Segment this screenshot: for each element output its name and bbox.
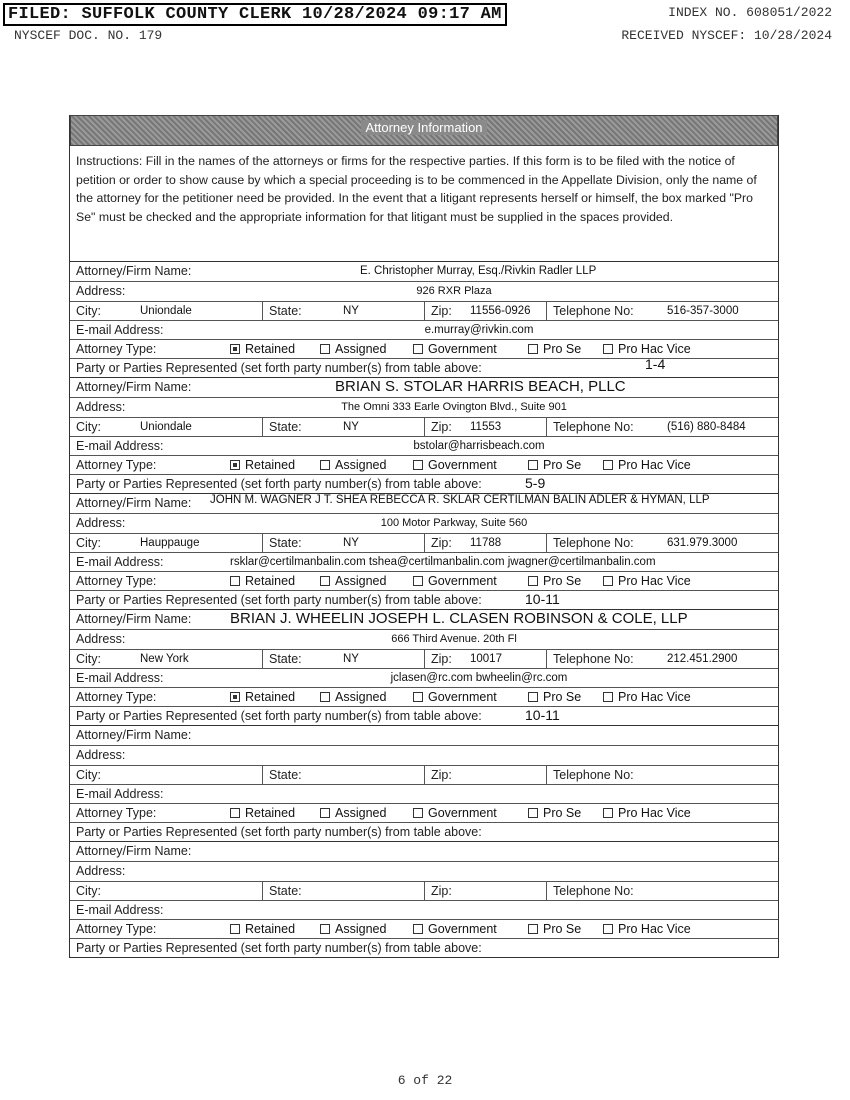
attorney-type-option-government[interactable] <box>413 920 497 938</box>
option-label: Retained <box>245 574 296 589</box>
option-label: Pro Se <box>543 458 582 473</box>
firm-name-row <box>70 842 778 861</box>
city-cell <box>70 766 263 784</box>
attorney-type-option-government[interactable] <box>413 804 497 822</box>
attorney-type-row <box>70 687 778 706</box>
attorney-type-option-government[interactable] <box>413 456 497 474</box>
option-label: Pro Hac Vice <box>618 806 691 821</box>
option-label: Pro Se <box>543 342 582 357</box>
received-date: RECEIVED NYSCEF: 10/28/2024 <box>621 28 832 43</box>
checkbox[interactable] <box>413 576 423 586</box>
attorney-type-option-pro-se[interactable] <box>528 804 581 822</box>
section-header <box>70 115 778 146</box>
checkbox[interactable] <box>603 460 613 470</box>
zip-cell <box>425 418 547 436</box>
attorney-type-option-pro-se[interactable] <box>528 340 581 358</box>
parties-value[interactable]: 5-9 <box>525 475 546 492</box>
attorney-type-option-assigned[interactable] <box>320 456 386 474</box>
checkbox[interactable] <box>230 460 240 470</box>
firm-name-row <box>70 726 778 745</box>
checkbox[interactable] <box>413 344 423 354</box>
address-row <box>70 629 778 648</box>
attorney-type-option-government[interactable] <box>413 688 497 706</box>
checkbox[interactable] <box>413 808 423 818</box>
attorney-type-option-retained[interactable] <box>230 340 295 358</box>
phone-cell <box>547 302 778 320</box>
email-row <box>70 436 778 455</box>
city-label: City: <box>76 651 101 666</box>
phone-label: Telephone No: <box>553 767 634 782</box>
option-label: Pro Se <box>543 574 582 589</box>
city-value[interactable]: Hauppauge <box>140 536 200 549</box>
checkbox[interactable] <box>528 344 538 354</box>
address-row <box>70 281 778 300</box>
address-row <box>70 861 778 880</box>
doc-number: NYSCEF DOC. NO. 179 <box>14 28 163 43</box>
city-cell <box>70 882 263 900</box>
parties-label: Party or Parties Represented (set forth party number(s) from table above: <box>76 361 482 376</box>
checkbox[interactable] <box>528 808 538 818</box>
firm-name-label: Attorney/Firm Name: <box>76 380 192 394</box>
option-label: Pro Hac Vice <box>618 574 691 589</box>
attorney-type-option-retained[interactable] <box>230 804 295 822</box>
attorney-block <box>70 610 778 726</box>
attorney-type-option-pro-hac-vice[interactable] <box>603 804 691 822</box>
email-label: E-mail Address: <box>76 554 164 569</box>
phone-label: Telephone No: <box>553 651 634 666</box>
checkbox[interactable] <box>320 576 330 586</box>
parties-value[interactable]: 10-11 <box>525 591 560 608</box>
attorney-type-option-government[interactable] <box>413 572 497 590</box>
address-value[interactable]: 926 RXR Plaza <box>416 285 492 298</box>
parties-row <box>70 822 778 841</box>
option-label: Pro Hac Vice <box>618 922 691 937</box>
option-label: Assigned <box>335 342 387 357</box>
checkbox[interactable] <box>320 924 330 934</box>
address-value[interactable]: 100 Motor Parkway, Suite 560 <box>380 517 528 530</box>
email-label: E-mail Address: <box>76 322 164 337</box>
checkbox[interactable] <box>320 692 330 702</box>
attorney-type-label: Attorney Type: <box>76 922 157 937</box>
email-value[interactable]: jclasen@rc.com bwheelin@rc.com <box>390 671 568 684</box>
zip-label: Zip: <box>431 419 452 434</box>
city-value[interactable]: New York <box>140 652 189 665</box>
address-label: Address: <box>76 284 126 299</box>
address-row <box>70 745 778 764</box>
address-row <box>70 513 778 532</box>
phone-label: Telephone No: <box>553 303 634 318</box>
city-row <box>70 649 778 668</box>
page-number: 6 of 22 <box>397 1073 453 1088</box>
attorney-type-label: Attorney Type: <box>76 342 157 357</box>
city-label: City: <box>76 535 101 550</box>
zip-label: Zip: <box>431 767 452 782</box>
city-row <box>70 881 778 900</box>
state-label: State: <box>269 883 302 898</box>
city-cell <box>70 650 263 668</box>
firm-name-value[interactable]: BRIAN J. WHEELIN JOSEPH L. CLASEN ROBINSON & COLE, LLP <box>230 610 688 627</box>
option-label: Pro Hac Vice <box>618 342 691 357</box>
email-row <box>70 900 778 919</box>
city-row <box>70 417 778 436</box>
section-title: Attorney Information <box>361 120 486 135</box>
email-value[interactable]: rsklar@certilmanbalin.com tshea@certilmanbalin.com jwagner@certilmanbalin.com <box>230 555 656 568</box>
state-value[interactable]: NY <box>343 304 359 317</box>
email-row <box>70 784 778 803</box>
checkbox[interactable] <box>230 344 240 354</box>
phone-cell <box>547 882 778 900</box>
zip-label: Zip: <box>431 535 452 550</box>
attorney-type-option-assigned[interactable] <box>320 804 386 822</box>
address-label: Address: <box>76 400 126 415</box>
city-cell <box>70 302 263 320</box>
attorney-type-row <box>70 919 778 938</box>
firm-name-value[interactable]: E. Christopher Murray, Esq./Rivkin Radler LLP <box>360 265 597 277</box>
checkbox[interactable] <box>528 460 538 470</box>
city-label: City: <box>76 419 101 434</box>
option-label: Pro Se <box>543 690 582 705</box>
zip-cell <box>425 302 547 320</box>
state-cell <box>263 882 425 900</box>
phone-cell <box>547 650 778 668</box>
option-label: Government <box>428 806 497 821</box>
firm-name-label: Attorney/Firm Name: <box>76 264 192 278</box>
zip-cell <box>425 766 547 784</box>
zip-label: Zip: <box>431 651 452 666</box>
city-label: City: <box>76 303 101 318</box>
index-number: INDEX NO. 608051/2022 <box>668 5 832 20</box>
city-row <box>70 301 778 320</box>
attorney-type-option-retained[interactable] <box>230 688 295 706</box>
parties-value[interactable]: 10-11 <box>525 707 560 724</box>
city-row <box>70 765 778 784</box>
attorney-type-option-pro-se[interactable] <box>528 688 581 706</box>
option-label: Assigned <box>335 690 387 705</box>
option-label: Retained <box>245 342 296 357</box>
parties-value[interactable]: 1-4 <box>645 356 666 373</box>
address-value[interactable]: 666 Third Avenue. 20th Fl <box>391 633 517 646</box>
state-cell <box>263 418 425 436</box>
option-label: Government <box>428 458 497 473</box>
phone-label: Telephone No: <box>553 883 634 898</box>
attorney-type-option-assigned[interactable] <box>320 572 386 590</box>
checkbox[interactable] <box>528 692 538 702</box>
attorney-type-option-assigned[interactable] <box>320 688 386 706</box>
attorney-type-option-pro-hac-vice[interactable] <box>603 572 691 590</box>
email-value[interactable]: bstolar@harrisbeach.com <box>413 439 545 452</box>
checkbox[interactable] <box>413 460 423 470</box>
address-label: Address: <box>76 864 126 879</box>
parties-label: Party or Parties Represented (set forth party number(s) from table above: <box>76 825 482 840</box>
checkbox[interactable] <box>603 808 613 818</box>
option-label: Assigned <box>335 806 387 821</box>
state-cell <box>263 534 425 552</box>
option-label: Pro Se <box>543 806 582 821</box>
email-row <box>70 668 778 687</box>
attorney-type-label: Attorney Type: <box>76 574 157 589</box>
attorney-block <box>70 494 778 610</box>
option-label: Pro Hac Vice <box>618 690 691 705</box>
checkbox[interactable] <box>603 344 613 354</box>
email-row <box>70 320 778 339</box>
firm-name-label: Attorney/Firm Name: <box>76 728 192 742</box>
option-label: Government <box>428 690 497 705</box>
parties-row <box>70 590 778 609</box>
email-label: E-mail Address: <box>76 786 164 801</box>
attorney-type-row <box>70 339 778 358</box>
city-cell <box>70 418 263 436</box>
city-value[interactable]: Uniondale <box>140 420 192 433</box>
firm-name-row <box>70 494 778 513</box>
phone-label: Telephone No: <box>553 419 634 434</box>
attorney-type-row <box>70 571 778 590</box>
city-row <box>70 533 778 552</box>
firm-name-value[interactable]: JOHN M. WAGNER J T. SHEA REBECCA R. SKLAR CERTILMAN BALIN ADLER & HYMAN, LLP <box>210 494 710 506</box>
zip-value[interactable]: 11788 <box>470 536 502 549</box>
attorney-type-option-assigned[interactable] <box>320 920 386 938</box>
checkbox[interactable] <box>230 576 240 586</box>
firm-name-row <box>70 262 778 281</box>
city-cell <box>70 534 263 552</box>
attorney-type-option-assigned[interactable] <box>320 340 386 358</box>
firm-name-row <box>70 378 778 397</box>
attorney-type-option-pro-se[interactable] <box>528 920 581 938</box>
checkbox[interactable] <box>230 808 240 818</box>
state-value[interactable]: NY <box>343 652 359 665</box>
address-label: Address: <box>76 632 126 647</box>
parties-row <box>70 706 778 725</box>
parties-row <box>70 358 778 377</box>
city-label: City: <box>76 883 101 898</box>
firm-name-row <box>70 610 778 629</box>
city-value[interactable]: Uniondale <box>140 304 192 317</box>
parties-label: Party or Parties Represented (set forth party number(s) from table above: <box>76 477 482 492</box>
checkbox[interactable] <box>528 576 538 586</box>
checkbox[interactable] <box>230 692 240 702</box>
firm-name-label: Attorney/Firm Name: <box>76 844 192 858</box>
instructions: Instructions: Fill in the names of the attorneys or firms for the respective parties. If this form is to be filed with the notice of petition or order to show cause by which a special proceeding is to be commenced in the Appellate Division, only the name of the attorney for the petitioner need be provided. In the event that a litigant represents herself or himself, the box marked "Pro Se" must be checked and the appropriate information for that litigant must be supplied in the spaces provided. <box>70 146 778 262</box>
email-row <box>70 552 778 571</box>
attorney-type-label: Attorney Type: <box>76 690 157 705</box>
city-label: City: <box>76 767 101 782</box>
state-label: State: <box>269 419 302 434</box>
attorney-blocks <box>70 262 778 958</box>
address-label: Address: <box>76 516 126 531</box>
state-cell <box>263 766 425 784</box>
option-label: Retained <box>245 690 296 705</box>
state-value[interactable]: NY <box>343 536 359 549</box>
zip-label: Zip: <box>431 303 452 318</box>
phone-label: Telephone No: <box>553 535 634 550</box>
attorney-type-option-pro-se[interactable] <box>528 572 581 590</box>
attorney-type-option-government[interactable] <box>413 340 497 358</box>
option-label: Assigned <box>335 458 387 473</box>
email-label: E-mail Address: <box>76 902 164 917</box>
state-label: State: <box>269 651 302 666</box>
option-label: Government <box>428 922 497 937</box>
phone-value[interactable]: 212.451.2900 <box>667 652 738 665</box>
checkbox[interactable] <box>320 808 330 818</box>
option-label: Retained <box>245 458 296 473</box>
checkbox[interactable] <box>413 924 423 934</box>
state-value[interactable]: NY <box>343 420 359 433</box>
checkbox[interactable] <box>603 924 613 934</box>
parties-label: Party or Parties Represented (set forth party number(s) from table above: <box>76 709 482 724</box>
checkbox[interactable] <box>320 344 330 354</box>
email-label: E-mail Address: <box>76 670 164 685</box>
phone-cell <box>547 766 778 784</box>
state-label: State: <box>269 767 302 782</box>
zip-value[interactable]: 11553 <box>470 420 502 433</box>
parties-label: Party or Parties Represented (set forth party number(s) from table above: <box>76 941 482 956</box>
firm-name-label: Attorney/Firm Name: <box>76 496 192 510</box>
zip-label: Zip: <box>431 883 452 898</box>
attorney-type-option-retained[interactable] <box>230 456 295 474</box>
attorney-type-label: Attorney Type: <box>76 806 157 821</box>
phone-cell <box>547 534 778 552</box>
zip-value[interactable]: 11556-0926 <box>470 304 531 317</box>
address-value[interactable]: The Omni 333 Earle Ovington Blvd., Suite 901 <box>341 401 567 414</box>
attorney-type-label: Attorney Type: <box>76 458 157 473</box>
email-label: E-mail Address: <box>76 438 164 453</box>
zip-value[interactable]: 10017 <box>470 652 502 665</box>
zip-cell <box>425 882 547 900</box>
zip-cell <box>425 534 547 552</box>
attorney-type-option-pro-hac-vice[interactable] <box>603 456 691 474</box>
address-label: Address: <box>76 748 126 763</box>
attorney-block <box>70 842 778 958</box>
attorney-type-option-retained[interactable] <box>230 920 295 938</box>
option-label: Government <box>428 574 497 589</box>
attorney-type-option-pro-hac-vice[interactable] <box>603 688 691 706</box>
filed-stamp: FILED: SUFFOLK COUNTY CLERK 10/28/2024 09:17 AM <box>3 3 507 26</box>
parties-label: Party or Parties Represented (set forth party number(s) from table above: <box>76 593 482 608</box>
checkbox[interactable] <box>603 692 613 702</box>
zip-cell <box>425 650 547 668</box>
address-row <box>70 397 778 416</box>
phone-value[interactable]: (516) 880-8484 <box>667 420 746 433</box>
state-label: State: <box>269 535 302 550</box>
phone-cell <box>547 418 778 436</box>
attorney-type-option-pro-hac-vice[interactable] <box>603 920 691 938</box>
option-label: Retained <box>245 922 296 937</box>
attorney-block <box>70 262 778 378</box>
state-label: State: <box>269 303 302 318</box>
attorney-type-row <box>70 803 778 822</box>
checkbox[interactable] <box>413 692 423 702</box>
checkbox[interactable] <box>528 924 538 934</box>
attorney-type-option-pro-se[interactable] <box>528 456 581 474</box>
attorney-type-option-retained[interactable] <box>230 572 295 590</box>
phone-value[interactable]: 631.979.3000 <box>667 536 738 549</box>
checkbox[interactable] <box>320 460 330 470</box>
attorney-information-form <box>69 115 779 958</box>
state-cell <box>263 650 425 668</box>
attorney-block <box>70 378 778 494</box>
attorney-block <box>70 726 778 842</box>
option-label: Retained <box>245 806 296 821</box>
firm-name-label: Attorney/Firm Name: <box>76 612 192 626</box>
option-label: Assigned <box>335 922 387 937</box>
parties-row <box>70 938 778 957</box>
firm-name-value[interactable]: BRIAN S. STOLAR HARRIS BEACH, PLLC <box>335 378 626 395</box>
option-label: Pro Hac Vice <box>618 458 691 473</box>
option-label: Assigned <box>335 574 387 589</box>
email-value[interactable]: e.murray@rivkin.com <box>424 323 534 336</box>
checkbox[interactable] <box>230 924 240 934</box>
option-label: Government <box>428 342 497 357</box>
phone-value[interactable]: 516-357-3000 <box>667 304 739 317</box>
checkbox[interactable] <box>603 576 613 586</box>
attorney-type-row <box>70 455 778 474</box>
option-label: Pro Se <box>543 922 582 937</box>
state-cell <box>263 302 425 320</box>
